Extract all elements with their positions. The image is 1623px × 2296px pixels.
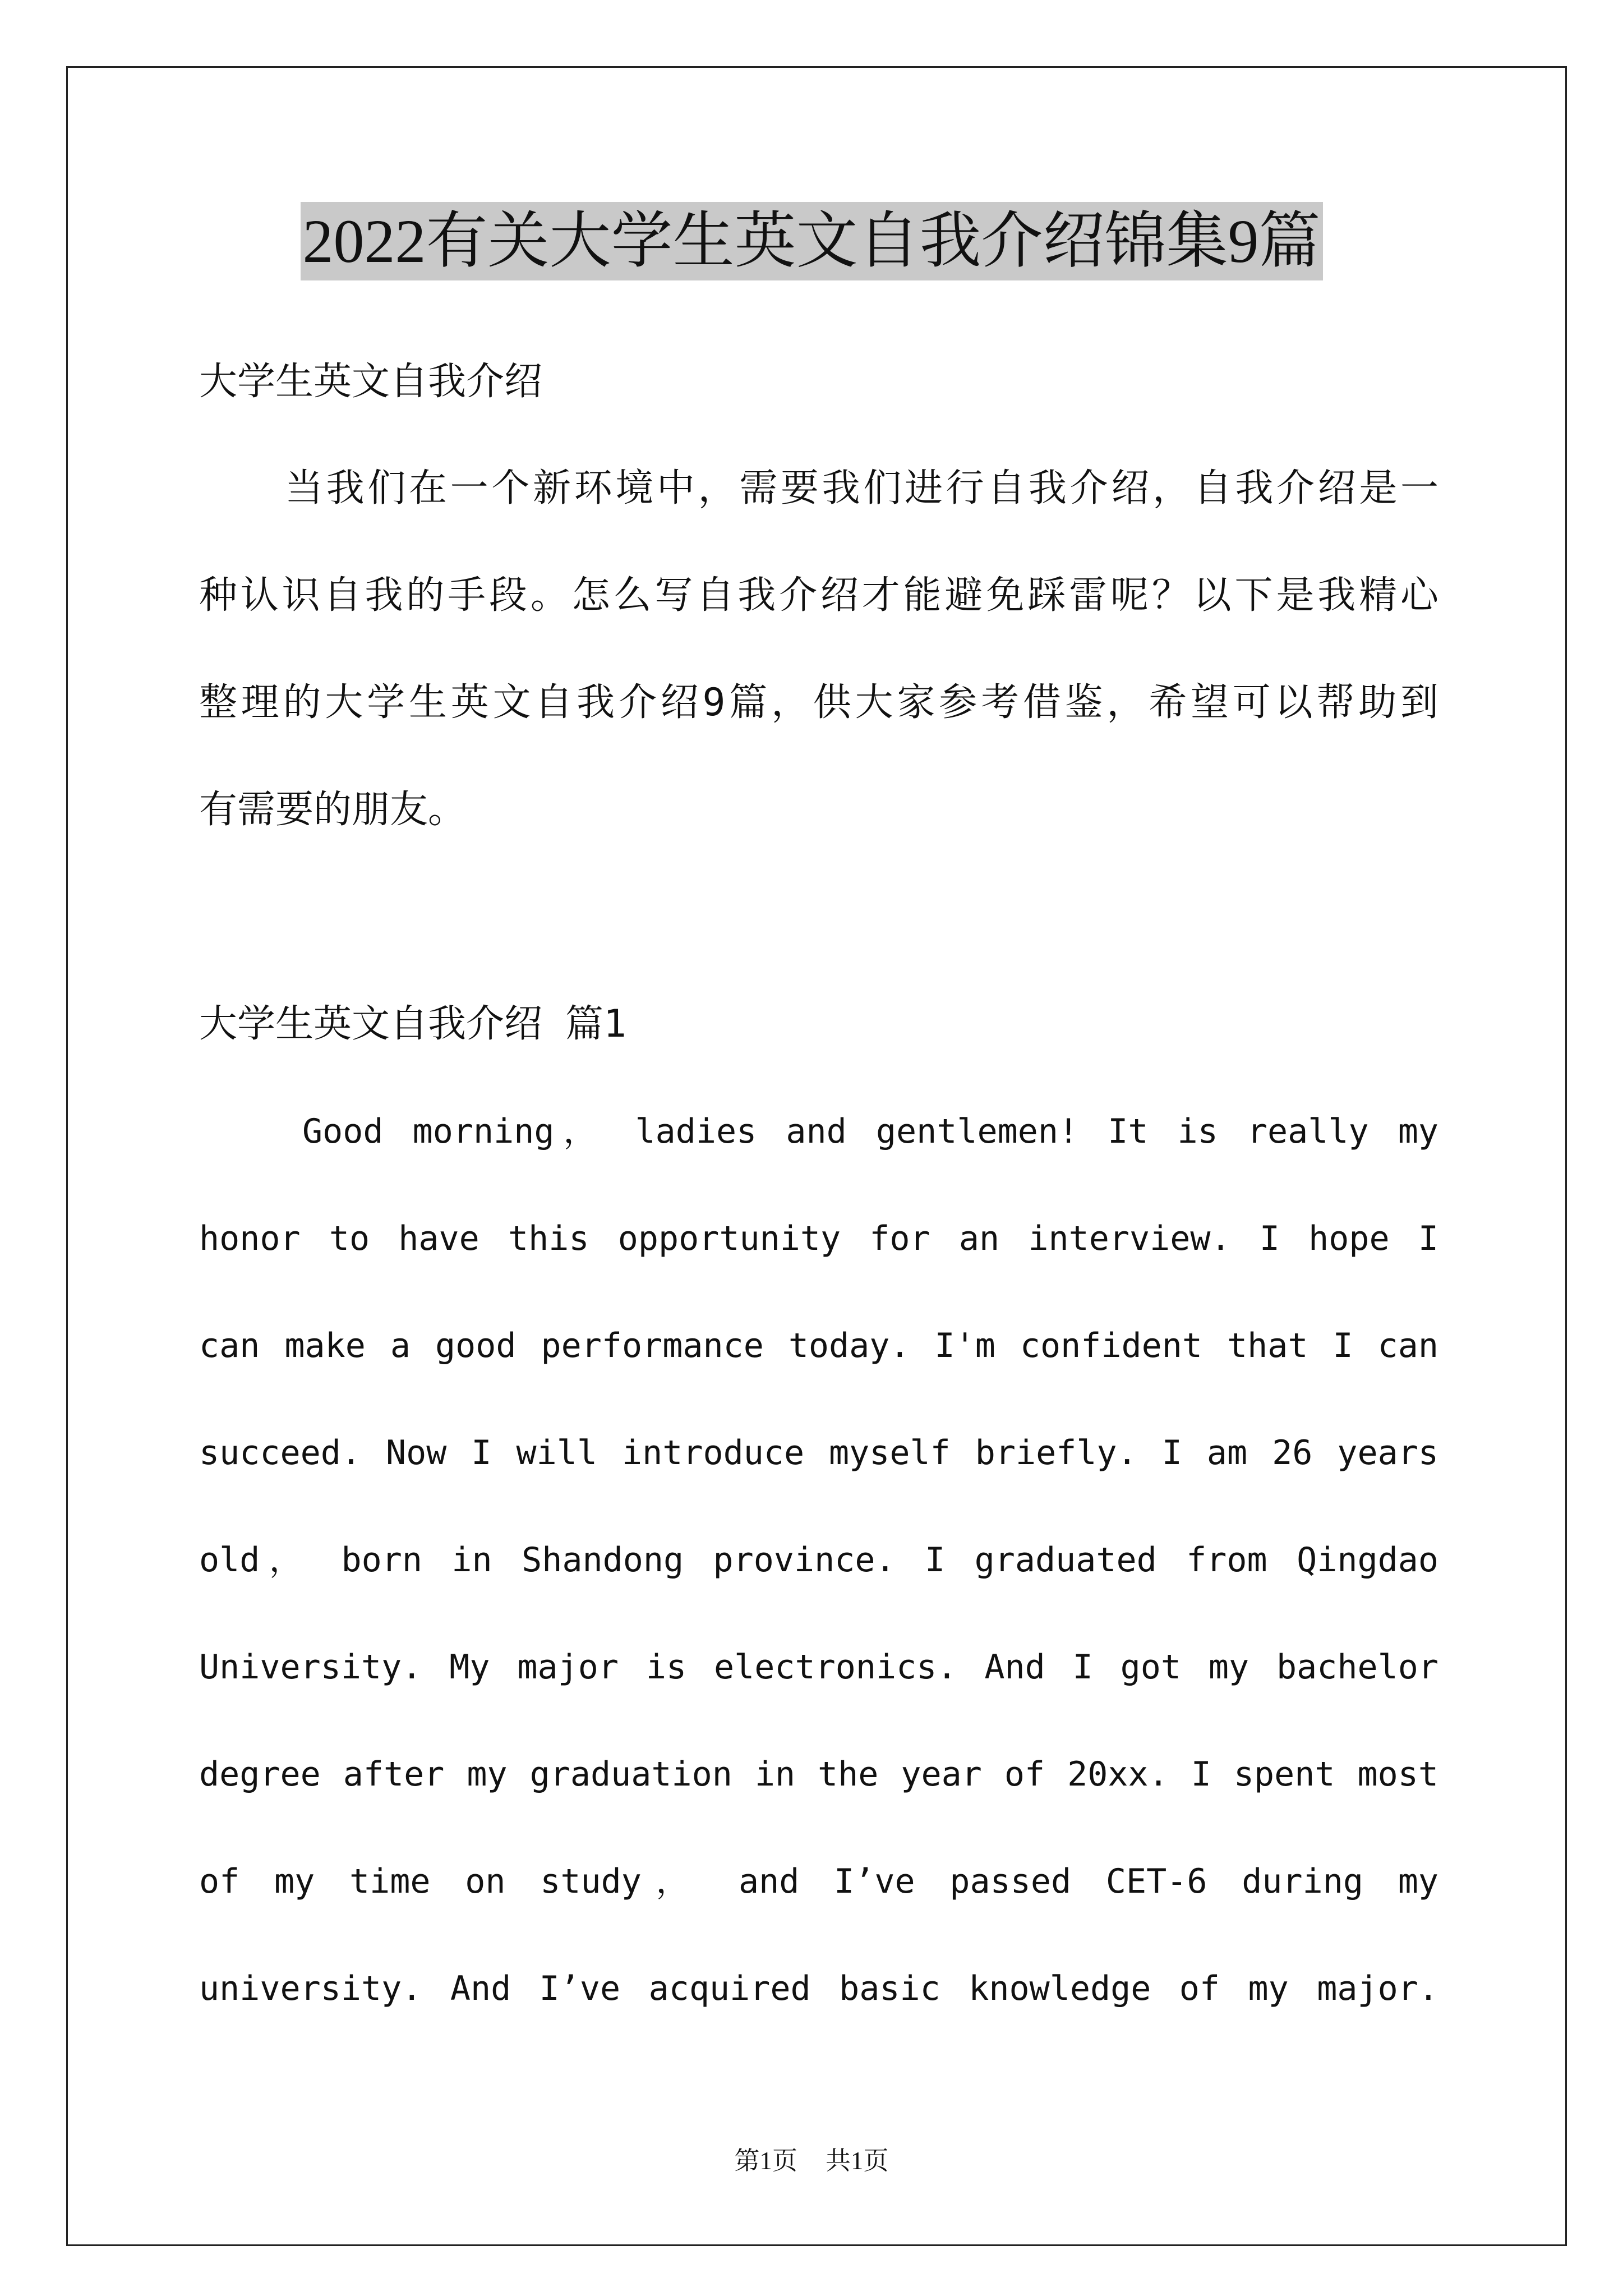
title-container xyxy=(0,202,1623,280)
intro-paragraph xyxy=(199,435,1438,863)
text-line: of my time on study， and I’ve passed CET-6 during my xyxy=(199,1862,1438,1901)
text-line: 整理的大学生英文自我介绍9篇，供大家参考借鉴，希望可以帮助到 xyxy=(199,680,1438,725)
text-line: 种认识自我的手段。怎么写自我介绍才能避免踩雷呢？以下是我精心 xyxy=(199,573,1438,618)
text-line: old， born in Shandong province. I graduated from Qingdao xyxy=(199,1540,1438,1580)
page-number: 第1页 xyxy=(734,2147,797,2175)
text-line: succeed. Now I will introduce myself briefly. I am 26 years xyxy=(199,1433,1438,1473)
section-1-paragraph xyxy=(199,1078,1438,2042)
text-line: university. And I’ve acquired basic knowledge of my major. xyxy=(199,1969,1438,2008)
text-line: honor to have this opportunity for an interview. I hope I xyxy=(199,1219,1438,1258)
section-1-heading: 大学生英文自我介绍 篇1 xyxy=(199,1002,626,1046)
text-line: University. My major is electronics. And I got my bachelor xyxy=(199,1648,1438,1687)
text-line: Good morning， ladies and gentlemen! It is really my xyxy=(302,1112,1438,1151)
text-line: can make a good performance today. I'm confident that I can xyxy=(199,1326,1438,1365)
page-total: 共1页 xyxy=(826,2147,889,2175)
text-line: 有需要的朋友。 xyxy=(199,788,467,832)
text-line: 当我们在一个新环境中，需要我们进行自我介绍，自我介绍是一 xyxy=(285,466,1438,510)
page-footer xyxy=(0,2144,1623,2178)
intro-heading: 大学生英文自我介绍 xyxy=(199,360,543,404)
text-line: degree after my graduation in the year of 20xx. I spent most xyxy=(199,1755,1438,1794)
document-title: 2022有关大学生英文自我介绍锦集9篇 xyxy=(301,202,1323,280)
